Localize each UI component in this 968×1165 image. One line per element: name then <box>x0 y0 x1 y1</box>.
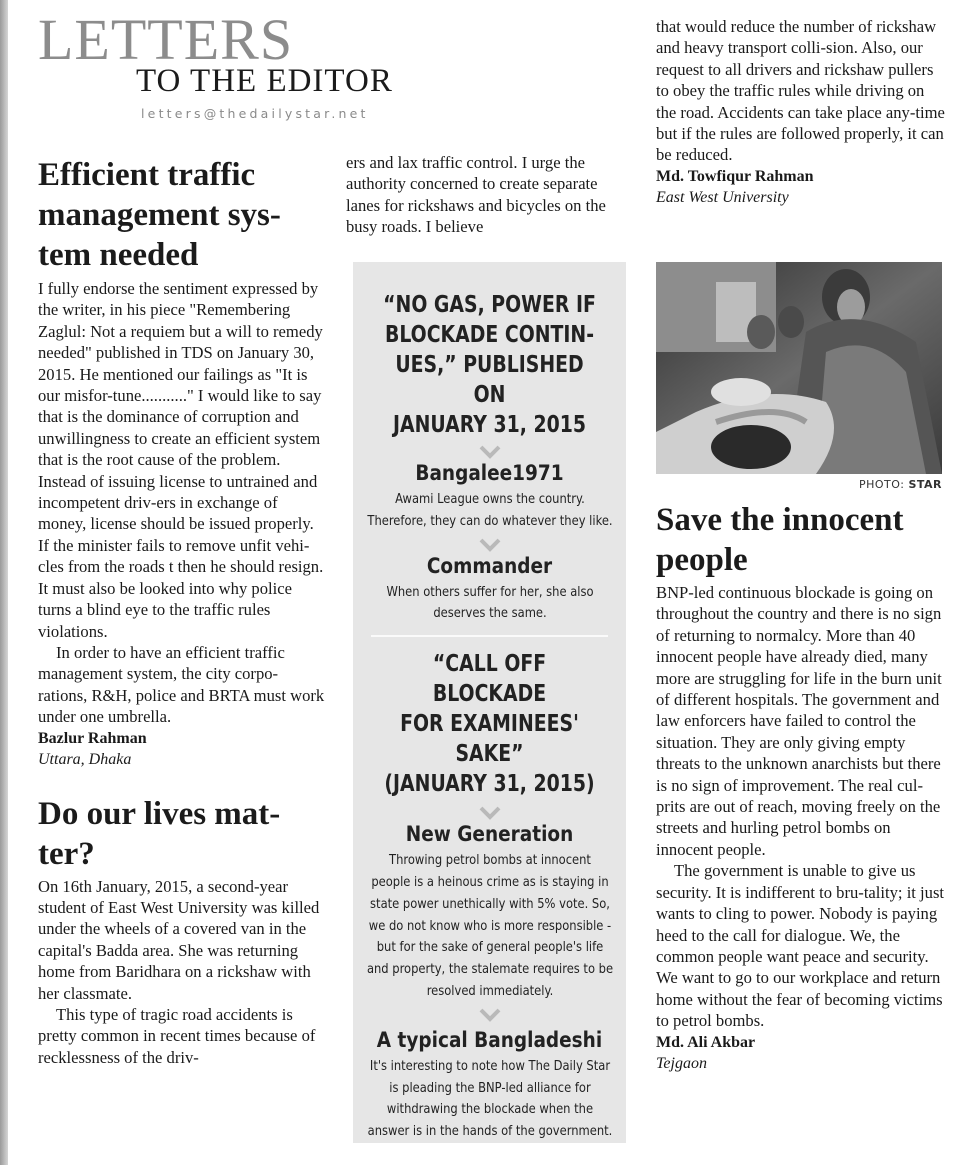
section-divider <box>371 635 608 637</box>
comment-line: people is a heinous crime as is staying in <box>371 874 609 890</box>
comment-line: we do not know who is more responsible - <box>368 918 612 934</box>
comment-line: Throwing petrol bombs at innocent <box>389 853 591 869</box>
chevron-down-icon <box>479 444 501 460</box>
photo-grieving-woman-image <box>656 262 942 474</box>
photo-credit-source: STAR <box>908 478 942 491</box>
title-line: JANUARY 31, 2015 <box>393 412 586 438</box>
reader-comments-box <box>353 262 626 1143</box>
comment-text <box>365 1056 614 1143</box>
letter2-place: East West University <box>656 188 789 206</box>
letter1-paragraph-2: In order to have an efficient traffic management system, the city corpo-rations, R&H, police and BRTA must work under one umbrella. <box>38 642 325 727</box>
letter2-continuation-right: that would reduce the number of rickshaw and heavy transport colli-sion. Also, our request to all drivers and rickshaw pullers to obey the traffic rules while driving on the road. Accidents can take place any-time but if the rules are followed properly, it can be reduced. <box>656 17 945 165</box>
comment-author-name: A typical Bangladeshi <box>376 1027 603 1052</box>
comment-line: withdrawing the blockade when the <box>386 1102 594 1118</box>
comments-section1-title <box>378 290 602 440</box>
comment-line: and property, the stalemate requires to be <box>366 962 614 978</box>
letter3-headline-line: people <box>656 542 748 578</box>
photo-credit-prefix: PHOTO: <box>858 478 909 491</box>
title-line: UES,” PUBLISHED ON <box>395 352 584 408</box>
title-line: (JANUARY 31, 2015) <box>384 771 595 798</box>
letter3-headline <box>656 500 946 580</box>
column-middle-continuation <box>346 152 630 238</box>
comment-line: When others suffer for her, she also <box>386 584 594 600</box>
comment-author-name: New Generation <box>405 822 574 847</box>
chevron-down-icon <box>479 805 501 821</box>
letter3-headline-line: Save the innocent <box>656 502 904 538</box>
letter2-paragraph-1: On 16th January, 2015, a second-year student of East West University was killed under the wheels of a covered van in the capital's Badda area. She was returning home from Baridhara on a rickshaw with her classmate. <box>38 876 320 1003</box>
comment-line: Awami League owns the country. <box>395 492 585 507</box>
letter3-paragraph-1: BNP-led continuous blockade is going on throughout the country and there is no sign of returning to normalcy. More than 40 innocent people have already died, many more are struggling for life in the burn unit of different hospitals. The government and law enforcers have failed to control the situation. They are only giving empty threats to the unknown anarchists but there is no sign of improvement. The real cul-prits are out of reach, moving freely on the streets and hurling petrol bombs on innocent people. <box>656 583 942 859</box>
masthead-letters: LETTERS <box>38 7 294 72</box>
letter-efficient-traffic <box>38 155 326 770</box>
letter-save-the-innocent <box>656 500 946 1074</box>
comment-line: is pleading the BNP-led alliance for <box>389 1080 591 1096</box>
letter3-author: Md. Ali Akbar <box>656 1033 756 1051</box>
news-photo <box>656 262 942 474</box>
page-edge-shadow <box>0 0 8 1165</box>
comments-section2-title <box>378 649 602 799</box>
letter2-continuation-middle: ers and lax traffic control. I urge the authority concerned to create separate lanes for rickshaws and bicycles on the busy roads. I believe <box>346 153 606 237</box>
chevron-down-icon <box>479 1007 501 1023</box>
letter1-author: Bazlur Rahman <box>38 729 147 747</box>
photo-credit <box>656 478 942 491</box>
comment-line: but for the sake of general people's life <box>376 940 604 956</box>
letter1-headline-line: management sys- <box>38 197 281 233</box>
comment-line: state power unethically with 5% vote. So, <box>370 896 610 912</box>
comment-author-name: Commander <box>426 553 553 578</box>
comment-text <box>365 582 614 626</box>
comment-author-name: Bangalee1971 <box>415 461 564 485</box>
letter1-headline-line: tem needed <box>38 237 199 273</box>
comment-line: deserves the same. <box>433 606 547 622</box>
comment-line: Therefore, they can do whatever they like. <box>367 513 613 529</box>
letter2-author: Md. Towfiqur Rahman <box>656 167 814 185</box>
letter1-headline-line: Efficient traffic <box>38 157 256 193</box>
masthead-to-the-editor: TO THE EDITOR <box>136 63 393 99</box>
title-line: FOR EXAMINEES' SAKE” <box>400 711 579 768</box>
chevron-down-icon <box>479 537 501 553</box>
column-right-continuation <box>656 16 946 208</box>
letter3-paragraph-2: The government is unable to give us security. It is indifferent to bru-tality; it just wants to cling to power. Nobody is paying heed to the call for dialogue. We, the common people want peace and security. We want to go to our workplace and return home without the fear of becoming victims to petrol bombs. <box>656 861 945 1031</box>
column-left <box>38 155 326 1068</box>
masthead-email[interactable]: letters@thedailystar.net <box>141 106 369 121</box>
letter1-headline <box>38 155 326 275</box>
letter1-place: Uttara, Dhaka <box>38 750 132 768</box>
letter-do-our-lives-matter <box>38 794 326 1069</box>
letter2-headline-line: Do our lives mat- <box>38 795 281 832</box>
comment-line: It's interesting to note how The Daily Star <box>369 1058 611 1074</box>
comment-line: resolved immediately. <box>426 983 554 999</box>
comment-text <box>365 850 614 1003</box>
letter3-place: Tejgaon <box>656 1054 707 1072</box>
letter2-headline-line: ter? <box>38 835 95 872</box>
comment-line: answer is in the hands of the government. <box>367 1124 613 1140</box>
title-line: BLOCKADE CONTIN- <box>384 322 595 348</box>
letter2-paragraph-2: This type of tragic road accidents is pretty common in recent times because of recklessness of the driv- <box>38 1004 316 1067</box>
title-line: “NO GAS, POWER IF <box>383 292 596 318</box>
letter1-paragraph-1: I fully endorse the sentiment expressed by the writer, in his piece "Remembering Zaglul: Not a requiem but a will to remedy needed" published in TDS on January 30, 2015. He mentioned our failings as "It is our misfor-tune..........." I would like to say that is the dominance of corruption and unwillingness to create an efficient system that is the root cause of the problem. Instead of issuing license to untrained and incompetent driv-ers in exchange of money, license should be issued properly. If the minister fails to remove unfit vehi-cles from the roads t then he should resign. It must also be looked into why police turns a blind eye to the traffic rules violations. <box>38 279 324 641</box>
comment-text <box>365 489 614 533</box>
title-line: “CALL OFF BLOCKADE <box>432 651 547 708</box>
letter2-headline <box>38 794 326 874</box>
